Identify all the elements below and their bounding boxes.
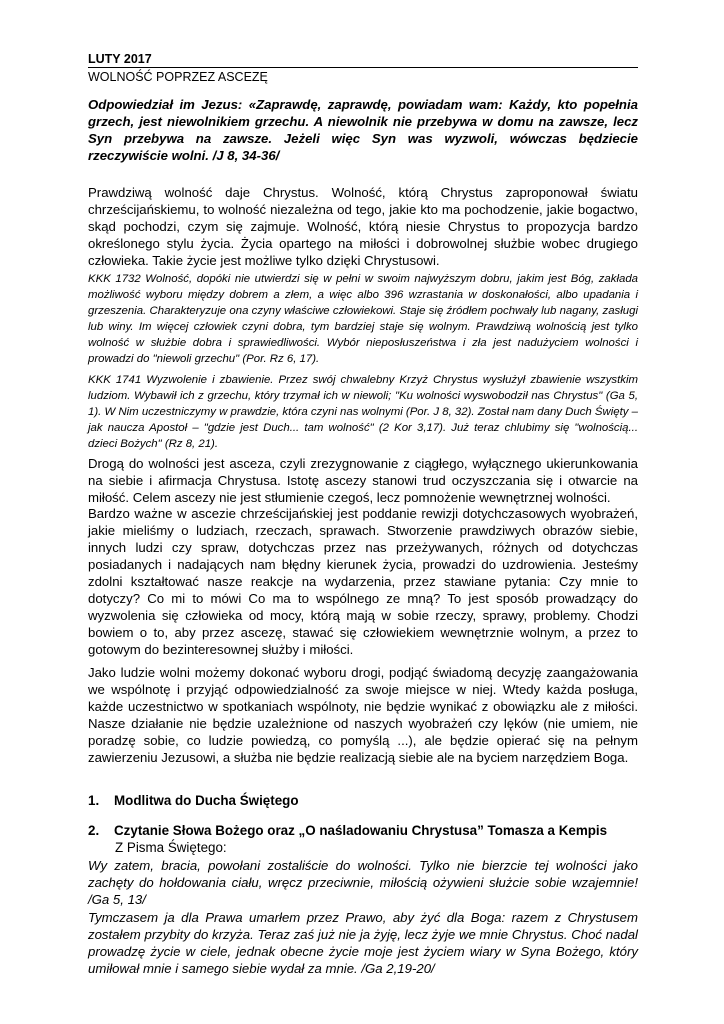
- motto-quote: Odpowiedział im Jezus: «Zaprawdę, zaprawdę, powiadam wam: Każdy, kto popełnia grzech, jest niewolnikiem grzechu. A niewolnik nie przebywa w domu na zawsze, lecz Syn przebywa na zawsze. Jeżeli więc Syn was wyzwoli, wówczas będziecie rzeczywiście wolni. /J 8, 34-36/: [88, 97, 638, 163]
- catechism-quote-1741: KKK 1741 Wyzwolenie i zbawienie. Przez swój chwalebny Krzyż Chrystus wysłużył zbawienie wszystkim ludziom. Wybawił ich z grzechu, który trzymał ich w niewoli; "Ku wolności wyswobodził nas Chrystus" (Ga 5, 1). W Nim uczestniczymy w prawdzie, która czyni nas wolnymi (Por. J 8, 32). Został nam dany Duch Święty – jak naucza Apostoł – "gdzie jest Duch... tam wolność" (2 Kor 3,17). Już teraz chlubimy się "wolnością... dzieci Bożych" (Rz 8, 21).: [88, 374, 638, 450]
- section-title: Modlitwa do Ducha Świętego: [114, 793, 299, 808]
- scripture-verse-ga-2-19: Tymczasem ja dla Prawa umarłem przez Prawo, aby żyć dla Boga: razem z Chrystusem zostałem przybity do krzyża. Teraz zaś już nie ja żyję, lecz żyje we mnie Chrystus. Choć nadal prowadzę życie w ciele, jednak obecne życie moje jest życiem wiary w Syna Bożego, który umiłował mnie i samego siebie wydał za mnie. /Ga 2,19-20/: [88, 910, 638, 976]
- scripture-source-label: Z Pisma Świętego:: [115, 840, 227, 855]
- paragraph-wybor: Jako ludzie wolni możemy dokonać wyboru drogi, podjąć świadomą decyzję zaangażowania we wspólnotę i przyjąć odpowiedzialność za swoje miejsce w niej. Wtedy każda posługa, każde uczestnictwo w spotkaniach wspólnoty, nie będzie wynikać z obowiązku ale z miłości. Nasze działanie nie będzie uzależnione od naszych wyobrażeń czy lęków (nie umiem, nie poradzę sobie, co ludzie powiedzą, co pomyślą ...), ale będzie opierać się na pełnym zawierzeniu Jezusowi, a służba nie będzie realizacją siebie ale na byciem narzędziem Boga.: [88, 665, 638, 765]
- section-number: 1.: [88, 793, 100, 808]
- paragraph-rewizja: Bardzo ważne w ascezie chrześcijańskiej jest poddanie rewizji dotychczasowych wyobrażeń, jakie mieliśmy o ludziach, rzeczach, sprawach. Stworzenie prawdziwych obrazów siebie, innych ludzi czy spraw, dotychczas przez nas przeżywanych, różnych od dotychczas posiadanych i nadających nam błędny kierunek życia, prowadzi do uzdrowienia. Jesteśmy zdolni kształtować nasze reakcje na wydarzenia, przez stawiane pytania: Czy mnie to dotyczy? Co mi to mówi Co ma to wspólnego ze mną? To jest sposób prowadzący do wyzwolenia się człowieka od mocy, którą mają w sobie rzeczy, sprawy, problemy. Chodzi bowiem o to, aby przez ascezę, stawać się człowiekiem wewnętrznie wolnym, a przez to gotowym do bezinteresownej służby i miłości.: [88, 506, 638, 657]
- scripture-verse-ga-5-13: Wy zatem, bracia, powołani zostaliście do wolności. Tylko nie bierzcie tej wolności jako zachęty do hołdowania ciału, wręcz przeciwnie, miłością ożywieni służcie sobie wzajemnie! /Ga 5, 13/: [88, 858, 638, 907]
- header-divider: [88, 67, 638, 68]
- document-title: WOLNOŚĆ POPRZEZ ASCEZĘ: [88, 70, 268, 84]
- paragraph-intro: Prawdziwą wolność daje Chrystus. Wolność, którą Chrystus zaproponował światu chrześcijańskiemu, to wolność niezależna od tego, jakie kto ma pochodzenie, jakie bogactwo, skąd pochodzi, czym się zajmuje. Wolność, którą niesie Chrystus to propozycja bardzo określonego stylu życia. Życia opartego na miłości i dobrowolnej służbie wobec drugiego człowieka. Takie życie jest możliwe tylko dzięki Chrystusowi.: [88, 185, 638, 268]
- section-title: Czytanie Słowa Bożego oraz „O naśladowaniu Chrystusa” Tomasza a Kempis: [114, 823, 608, 838]
- section-heading-1: [88, 792, 648, 809]
- section-heading-2: [88, 822, 648, 839]
- paragraph-asceza: Drogą do wolności jest asceza, czyli zrezygnowanie z ciągłego, wyłącznego ukierunkowania na siebie i afirmacja Chrystusa. Istotę ascezy stanowi trud oczyszczania się i otwarcie na miłość. Celem ascezy nie jest stłumienie czegoś, lecz pomnożenie wewnętrznej wolności.: [88, 456, 638, 505]
- catechism-quote-1732: KKK 1732 Wolność, dopóki nie utwierdzi się w pełni w swoim najwyższym dobru, jakim jest Bóg, zakłada możliwość wyboru między dobrem a złem, a więc albo 396 wzrastania w doskonałości, albo upadania i grzeszenia. Charakteryzuje ona czyny właściwe człowiekowi. Staje się źródłem pochwały lub nagany, zasługi lub winy. Im więcej człowiek czyni dobra, tym bardziej staje się wolnym. Prawdziwą wolnością jest tylko wolność w służbie dobra i sprawiedliwości. Wybór nieposłuszeństwa i zła jest nadużyciem wolności i prowadzi do "niewoli grzechu" (Por. Rz 6, 17).: [88, 273, 638, 365]
- section-number: 2.: [88, 823, 100, 838]
- header-date: LUTY 2017: [88, 52, 152, 66]
